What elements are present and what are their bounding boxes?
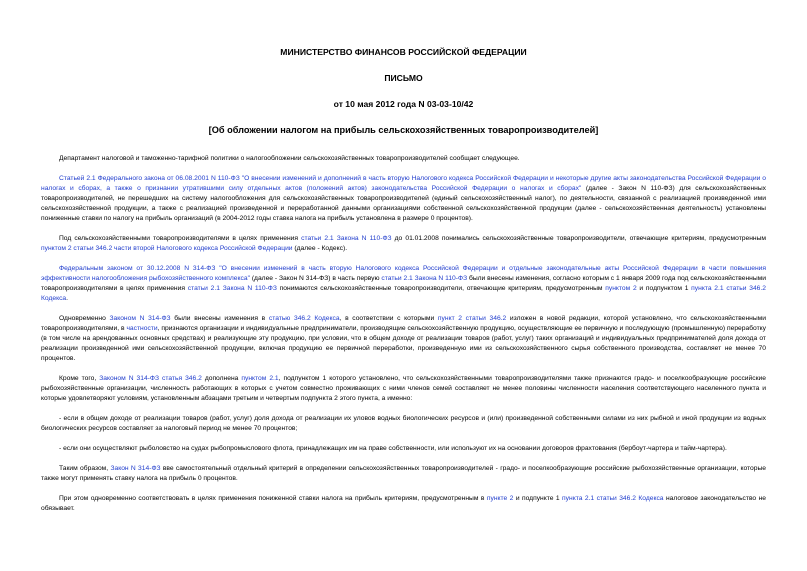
law-110-fz-link[interactable]: Статьей 2.1 Федерального закона от 06.08.2001 N 110-ФЗ "О внесении изменений и дополнений в часть вторую Налогового кодекса Российской Федерации и некоторые другие акты законодательства Российской Федерации о налогах и сборах, а также о признании утратившими силу отдельных актов (положений актов) законодательства Российской Федерации о налогах и сборах" <box>41 175 766 192</box>
paragraph-text: вве самостоятельный отдельный критерий в определении сельскохозяйственных товаропроизводителей - градо- и поселкообразующие российские рыбохозяйственные организации, которые также могут применять ставку налога на прибыль 0 процентов. <box>41 465 766 482</box>
paragraph-6 <box>41 374 766 404</box>
paragraph-text: Кроме того, <box>59 375 100 382</box>
paragraph-8 <box>41 444 766 454</box>
clause-2-link[interactable]: пунктом 2 <box>605 285 637 292</box>
paragraph-text: (далее - Закон N 314-ФЗ) в часть первую <box>249 275 382 282</box>
paragraph-3 <box>41 234 766 254</box>
clause-2-1-article-346-2-link[interactable]: пункта 2.1 статьи 346.2 Кодекса <box>562 495 664 502</box>
clause-2-link[interactable]: пункте 2 <box>486 495 514 502</box>
document-date-number: от 10 мая 2012 года N 03-03-10/42 <box>333 99 474 109</box>
document-subject: [Об обложении налогом на прибыль сельскохозяйственных товаропроизводителей] <box>208 125 599 135</box>
paragraph-7 <box>41 414 766 434</box>
paragraph-9 <box>41 464 766 484</box>
paragraph-text: Под сельскохозяйственными товаропроизводителями в целях применения <box>59 235 302 242</box>
clause-2-1-link[interactable]: пунктом 2.1 <box>241 375 279 382</box>
paragraph-text: - если в общем доходе от реализации товаров (работ, услуг) доля дохода от реализации их уловов водных биологических ресурсов и (или) произведенной собственными силами из них рыбной и иной продукции из водных биологических ресурсов составляет за налоговый период не менее 70 процентов; <box>41 415 766 432</box>
paragraph-text: дополнена <box>201 375 242 382</box>
paragraph-text: , признаются организации и индивидуальные предприниматели, производящие сельскохозяйственную продукцию, осуществляющие ее первичную и последующую (промышленную) переработку (в том числе на арендованных основных средствах) и реализующие эту продукцию, при условии, что в общем доходе от реализации товаров (работ, услуг) таких организаций и индивидуальных предпринимателей доля дохода от реализации произведенной ими сельскохозяйственной продукции, включая продукцию ее первичной переработки, произведенную ими из сельскохозяйственного сырья собственного производства, составляет не менее 70 процентов. <box>41 325 767 362</box>
paragraph-text: до 01.01.2008 понимались сельскохозяйственные товаропроизводители, отвечающие критериям, предусмотренным <box>391 235 766 242</box>
paragraph-text: Таким образом, <box>59 465 111 472</box>
clause-2-1-link[interactable]: пункта 2.1 статьи 346.2 Кодекса <box>41 285 766 302</box>
article-2-1-link[interactable]: статьи 2.1 Закона N 110-ФЗ <box>381 275 468 282</box>
article-2-1-link[interactable]: статьи 2.1 Закона N 110-ФЗ <box>301 235 392 242</box>
paragraph-text: и подпункте 1 <box>513 495 563 502</box>
paragraph-text: (далее - Кодекс). <box>292 245 348 252</box>
paragraph-text: были внесены изменения в <box>170 315 269 322</box>
document-body <box>41 154 766 514</box>
paragraph-text: , в соответствии с которыми <box>339 315 438 322</box>
paragraph-text: Департамент налоговой и таможенно-тарифной политики о налогообложении сельскохозяйственных товаропроизводителей сообщает следующее. <box>59 155 520 162</box>
law-314-fz-link[interactable]: Законом N 314-ФЗ <box>109 315 171 322</box>
paragraph-10 <box>41 494 766 514</box>
paragraph-text: понимаются сельскохозяйственные товаропроизводители, отвечающие критериям, предусмотренным <box>276 285 606 292</box>
paragraph-text: , подпунктом 1 которого установлено, что сельскохозяйственными товаропроизводителями также признаются градо- и поселкообразующие российские рыбохозяйственные организации, численность работающих в которых с учетом совместно проживающих с ними членов семей составляет не менее половины численности населения соответствующего населенного пункта и которые удовлетворяют условиям, установленным абзацами третьим и четвертым подпункта 2 этого пункта, а именно: <box>41 375 767 402</box>
paragraph-text: . <box>66 295 69 302</box>
law-314-fz-link[interactable]: Закон N 314-ФЗ <box>110 465 161 472</box>
document-type: ПИСЬМО <box>384 73 423 83</box>
ministry-heading: МИНИСТЕРСТВО ФИНАНСОВ РОССИЙСКОЙ ФЕДЕРАЦИИ <box>280 47 527 57</box>
particular-link[interactable]: частности <box>126 325 158 332</box>
paragraph-text: (далее - Закон N 110-ФЗ) для сельскохозяйственных товаропроизводителей, не перешедших на систему налогообложения для сельскохозяйственных товаропроизводителей (единый сельскохозяйственный налог), по деятельности, связанной с реализацией произведенной ими сельскохозяйственной продукции, а также с реализацией произведенной и переработанной данными организациями собственной сельскохозяйственной продукции (далее - сельскохозяйственная деятельность) установлены пониженные ставки по налогу на прибыль организаций (в 2004-2012 годы ставка налога на прибыль установлена в размере 0 процентов). <box>41 185 766 222</box>
paragraph-2 <box>41 174 766 224</box>
paragraph-text: - если они осуществляют рыболовство на судах рыбопромыслового флота, принадлежащих им на праве собственности, или используют их на основании договоров фрахтования (бербоут-чартера и тайм-чартера). <box>59 445 727 452</box>
paragraph-text: и подпунктом 1 <box>636 285 692 292</box>
law-314-fz-link[interactable]: Федеральным законом от 30.12.2008 N 314-ФЗ "О внесении изменений в часть вторую Налогового кодекса Российской Федерации и отдельные законодательные акты Российской Федерации в части повышения эффективности налогообложения рыбохозяйственного комплекса" <box>41 265 766 282</box>
paragraph-text: Одновременно <box>59 315 110 322</box>
law-314-fz-article-link[interactable]: Законом N 314-ФЗ статья 346.2 <box>99 375 202 382</box>
paragraph-5 <box>41 314 766 364</box>
paragraph-text: налоговое законодательство не обязывает. <box>41 495 766 512</box>
paragraph-text: были внесены изменения, согласно которым с 1 января 2009 года под сельскохозяйственными товаропроизводителями в целях применения <box>41 275 767 292</box>
paragraph-1 <box>41 154 766 164</box>
paragraph-text: При этом одновременно соответствовать в целях применения пониженной ставки налога на прибыль критериям, предусмотренным в <box>59 495 487 502</box>
paragraph-text: изложен в новой редакции, которой установлено, что сельскохозяйственными товаропроизводителями, в <box>41 315 767 332</box>
article-2-1-link[interactable]: статьи 2.1 Закона N 110-ФЗ <box>187 285 277 292</box>
tax-code-346-2-link[interactable]: пунктом 2 статьи 346.2 части второй Налогового кодекса Российской Федерации <box>41 245 293 252</box>
paragraph-4 <box>41 264 766 304</box>
article-346-2-link[interactable]: статью 346.2 Кодекса <box>268 315 340 322</box>
clause-2-article-346-2-link[interactable]: пункт 2 статьи 346.2 <box>437 315 507 322</box>
